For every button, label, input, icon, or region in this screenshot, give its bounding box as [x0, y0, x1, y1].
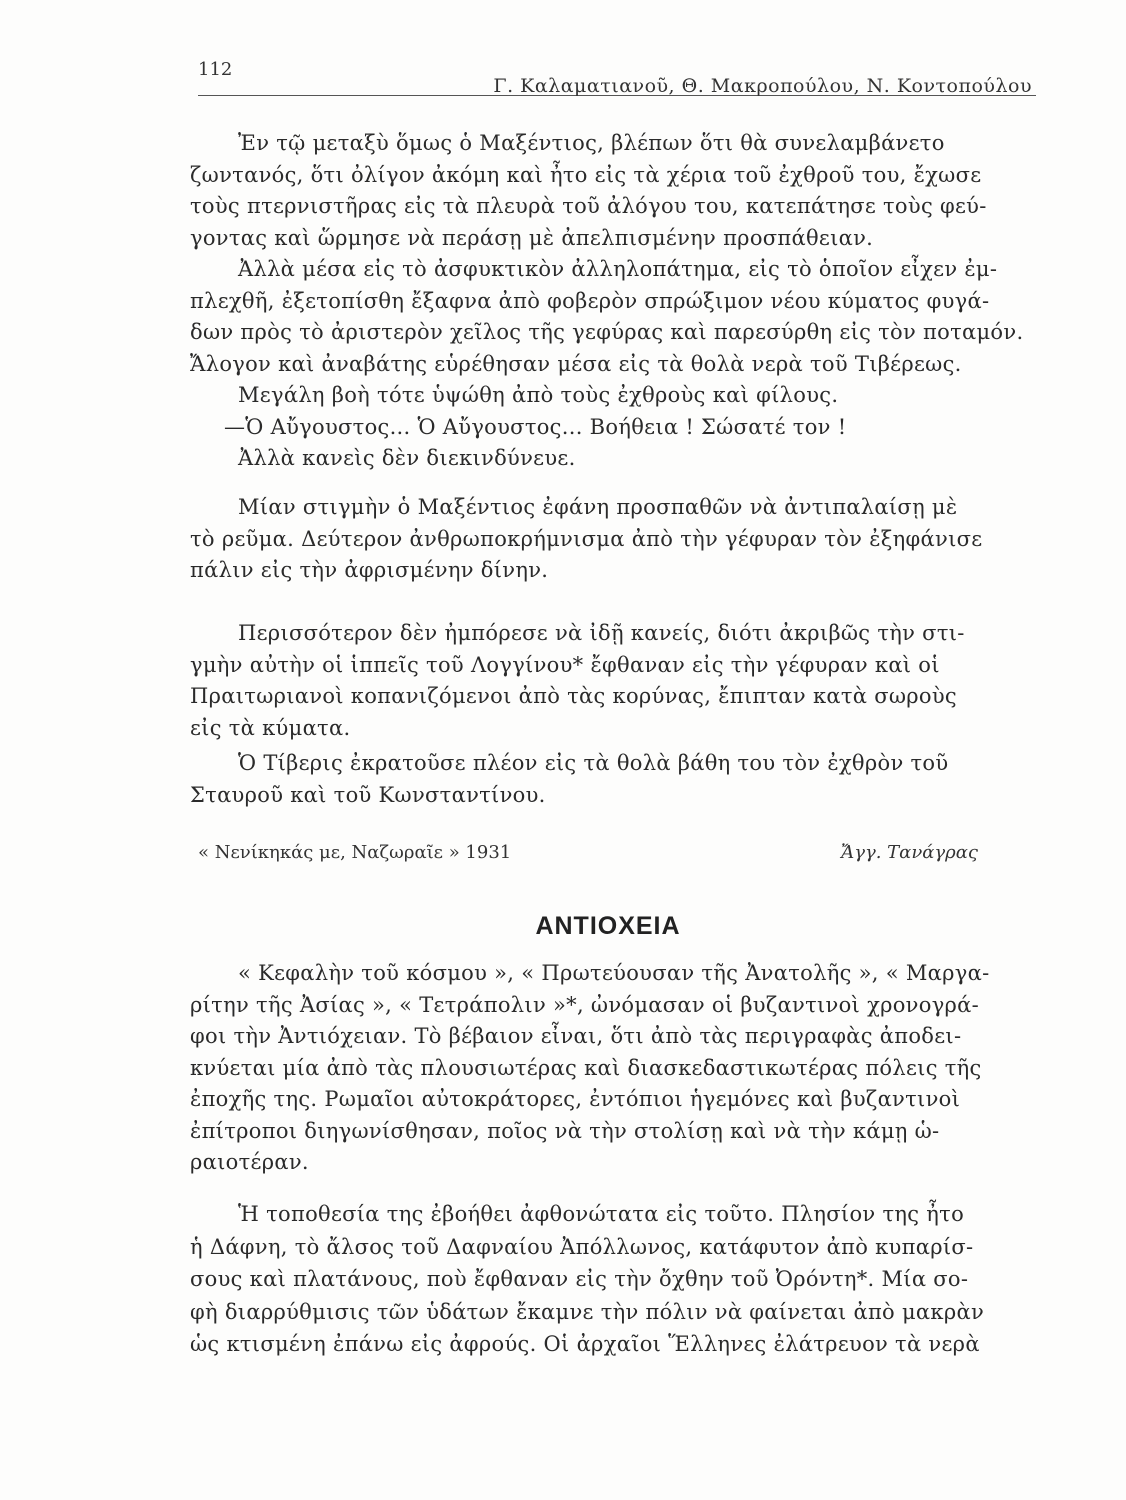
text-line: Ἐν τῷ μεταξὺ ὅμως ὁ Μαξέντιος, βλέπων ὅτι θὰ συνελαμβάνετο: [238, 131, 945, 155]
running-head: Γ. Καλαματιανοῦ, Θ. Μακροπούλου, Ν. Κοντοπούλου: [493, 75, 1032, 97]
story-text-middle: [190, 492, 1026, 587]
text-line: ζωντανός, ὅτι ὀλίγον ἀκόμη καὶ ἦτο εἰς τὰ χέρια τοῦ ἐχθροῦ του, ἔχωσε: [190, 162, 982, 187]
text-line: φὴ διαρρύθμισις τῶν ὑδάτων ἔκαμνε τὴν πόλιν νὰ φαίνεται ἀπὸ μακρὰν: [190, 1299, 985, 1324]
dialogue-line: —Ὁ Αὔγουστος... Ὁ Αὔγουστος... Βοήθεια ! Σώσατέ τον !: [224, 414, 847, 439]
text-line: Ἀλλὰ κανεὶς δὲν διεκινδύνευε.: [238, 446, 576, 470]
text-line: ἐποχῆς της. Ρωμαῖοι αὐτοκράτορες, ἐντόπιοι ἡγεμόνες καὶ βυζαντινοὶ: [190, 1087, 961, 1111]
author-name: Ἄγγ. Τανάγρας: [840, 842, 978, 863]
text-line: Πραιτωριανοὶ κοπανιζόμενοι ἀπὸ τὰς κορύνας, ἔπιπταν κατὰ σωροὺς: [190, 684, 957, 708]
text-line: ἡ Δάφνη, τὸ ἄλσος τοῦ Δαφναίου Ἀπόλλωνος, κατάφυτον ἀπὸ κυπαρίσ-: [190, 1234, 974, 1259]
text-line: τὸ ρεῦμα. Δεύτερον ἀνθρωποκρήμνισμα ἀπὸ τὴν γέφυραν τὸν ἐξηφάνισε: [190, 526, 983, 551]
text-line: γοντας καὶ ὥρμησε νὰ περάσῃ μὲ ἀπελπισμένην προσπάθειαν.: [190, 225, 874, 250]
page-header: [198, 55, 1036, 96]
text-line: φοι τὴν Ἀντιόχειαν. Τὸ βέβαιον εἶναι, ὅτι ἀπὸ τὰς περιγραφὰς ἀποδει-: [190, 1024, 962, 1048]
text-line: σους καὶ πλατάνους, ποὺ ἔφθαναν εἰς τὴν ὄχθην τοῦ Ὀρόντη*. Μία σο-: [190, 1267, 969, 1291]
text-line: πάλιν εἰς τὴν ἀφρισμένην δίνην.: [190, 558, 549, 582]
text-line: γμὴν αὐτὴν οἱ ἱππεῖς τοῦ Λογγίνου* ἔφθαναν εἰς τὴν γέφυραν καὶ οἱ: [190, 652, 940, 677]
text-line: κνύεται μία ἀπὸ τὰς πλουσιωτέρας καὶ διασκεδαστικωτέρας πόλεις τῆς: [190, 1055, 982, 1080]
text-line: Ἄλογον καὶ ἀναβάτης εὑρέθησαν μέσα εἰς τὰ θολὰ νερὰ τοῦ Τιβέρεως.: [190, 351, 962, 376]
section-text-first: [190, 958, 1026, 1179]
text-line: Ἀλλὰ μέσα εἰς τὸ ἀσφυκτικὸν ἀλληλοπάτημα, εἰς τὸ ὁποῖον εἶχεν ἐμ-: [238, 257, 998, 281]
text-line: τοὺς πτερνιστῆρας εἰς τὰ πλευρὰ τοῦ ἀλόγου του, κατεπάτησε τοὺς φεύ-: [190, 194, 987, 218]
text-line: δων πρὸς τὸ ἀριστερὸν χεῖλος τῆς γεφύρας καὶ παρεσύρθη εἰς τὸν ποταμόν.: [190, 320, 1024, 344]
section-text-second: [190, 1198, 1026, 1361]
text-line: ραιοτέραν.: [190, 1150, 309, 1174]
text-line: Ὁ Τίβερις ἐκρατοῦσε πλέον εἰς τὰ θολὰ βάθη του τὸν ἐχθρὸν τοῦ: [238, 751, 949, 775]
story-text-closing: [190, 748, 1026, 811]
text-line: Μεγάλη βοὴ τότε ὑψώθη ἀπὸ τοὺς ἐχθροὺς καὶ φίλους.: [238, 383, 839, 407]
text-line: Ἡ τοποθεσία της ἐβοήθει ἀφθονώτατα εἰς τοῦτο. Πλησίον της ἦτο: [238, 1202, 965, 1226]
text-line: Σταυροῦ καὶ τοῦ Κωνσταντίνου.: [190, 782, 546, 807]
text-line: « Κεφαλὴν τοῦ κόσμου », « Πρωτεύουσαν τῆς Ἀνατολῆς », « Μαργα-: [238, 961, 990, 985]
text-line: πλεχθῆ, ἐξετοπίσθη ἔξαφνα ἀπὸ φοβερὸν σπρώξιμον νέου κύματος φυγά-: [190, 288, 990, 313]
text-line: ρίτην τῆς Ἀσίας », « Τετράπολιν »*, ὠνόμασαν οἱ βυζαντινοὶ χρονογρά-: [190, 992, 980, 1017]
page-number: 112: [198, 59, 233, 80]
text-line: Μίαν στιγμὴν ὁ Μαξέντιος ἐφάνη προσπαθῶν νὰ ἀντιπαλαίσῃ μὲ: [238, 495, 958, 519]
story-text-upper: [190, 128, 1026, 475]
source-title: « Νενίκηκάς με, Ναζωραῖε » 1931: [198, 842, 512, 863]
text-line: ἐπίτροποι διηγωνίσθησαν, ποῖος νὰ τὴν στολίσῃ καὶ νὰ τὴν κάμῃ ὡ-: [190, 1118, 940, 1143]
text-line: Περισσότερον δὲν ἠμπόρεσε νὰ ἰδῇ κανείς, διότι ἀκριβῶς τὴν στι-: [238, 621, 965, 645]
story-text-lower: [190, 618, 1026, 744]
section-title: ΑΝΤΙΟΧΕΙΑ: [535, 912, 681, 940]
text-line: εἰς τὰ κύματα.: [190, 715, 351, 740]
text-line: ὡς κτισμένη ἐπάνω εἰς ἀφρούς. Οἱ ἀρχαῖοι Ἕλληνες ἐλάτρευον τὰ νερὰ: [190, 1332, 980, 1356]
